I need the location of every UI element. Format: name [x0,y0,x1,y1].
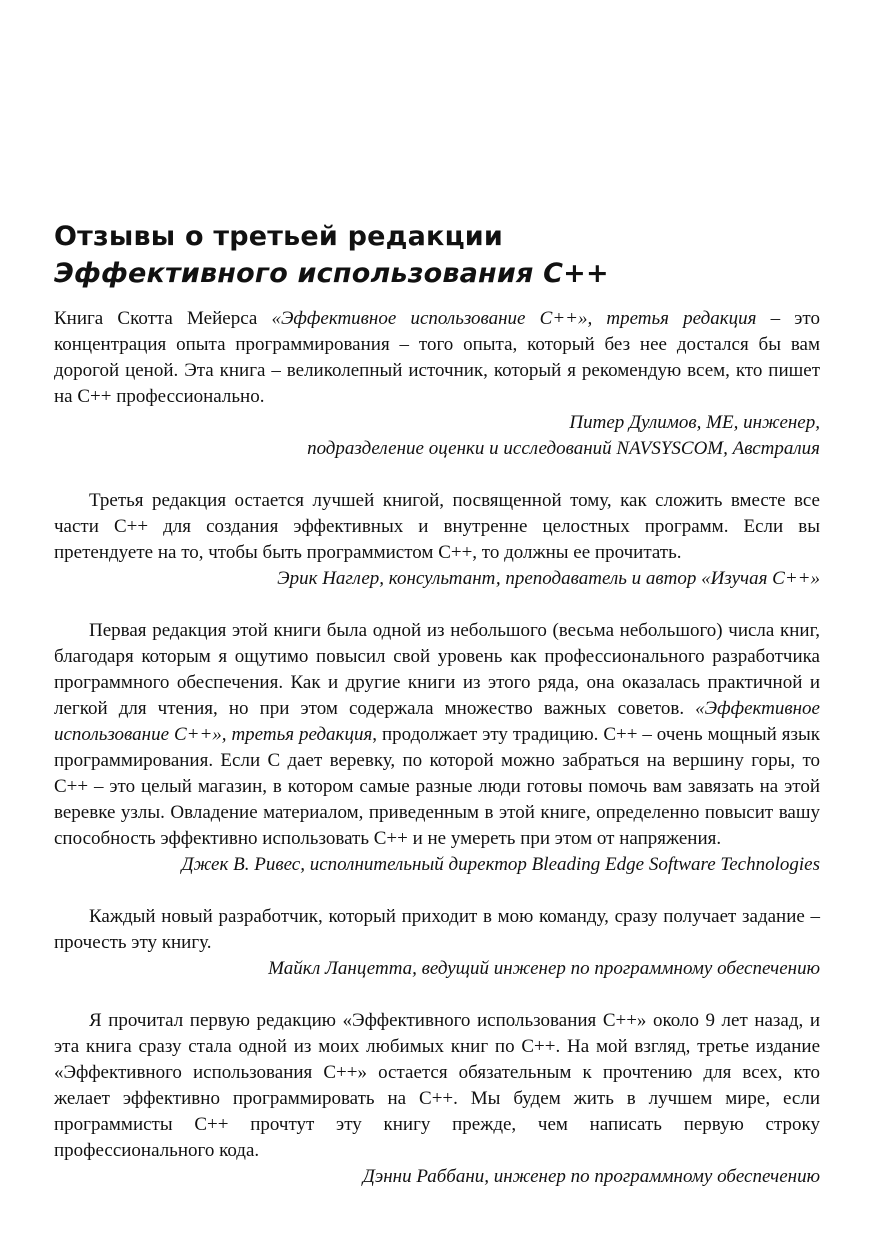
review-author: Питер Дулимов, ME, инженер, подразделение оценки и исследований NAVSYSCOM, Австралия [307,412,820,459]
title-line-2: Эффективного использования C++ [54,258,609,289]
review-text: Каждый новый разработчик, который приходит в мою команду, сразу получает задание – прочесть эту книгу. [54,906,820,953]
review-text: Книга Скотта Мейерса «Эффективное использование C++», третья редакция – это концентрация опыта программирования – того опыта, который без нее достался бы вам дорогой ценой. Эта книга – великолепный источник, который я рекомендую всем, кто пишет на C++ профессионально. [54,308,820,407]
review-3 [54,618,820,878]
review-1 [54,306,820,462]
review-author: Дэнни Раббани, инженер по программному обеспечению [362,1166,820,1187]
review-text: Я прочитал первую редакцию «Эффективного использования C++» около 9 лет назад, и эта книга сразу стала одной из моих любимых книг по C++. На мой взгляд, третье издание «Эффективного использования C++» остается обязательным к прочтению для всех, кто желает эффективно программировать на C++. Мы будем жить в лучшем мире, если программисты C++ прочтут эту книгу прежде, чем написать первую строку профессионального кода. [54,1010,820,1161]
review-author: Эрик Наглер, консультант, преподаватель и автор «Изучая C++» [277,568,820,589]
title-line-1: Отзывы о третьей редакции [54,221,504,252]
review-text: Первая редакция этой книги была одной из небольшого (весьма небольшого) числа книг, благодаря которым я ощутимо повысил свой уровень как профессионального разработчика программного обеспечения. Как и другие книги из этого ряда, она оказалась практичной и легкой для чтения, но при этом содержала множество важных советов. «Эффективное использование C++», третья редакция, продолжает эту традицию. C++ – очень мощный язык программирования. Если C дает веревку, по которой можно забраться на вершину горы, то C++ – это целый магазин, в котором самые разные люди готовы помочь вам завязать на этой веревке узлы. Овладение материалом, приведенным в этой книге, определенно повысит вашу способность эффективно использовать C++ и не умереть при этом от напряжения. [54,620,820,849]
review-text: Третья редакция остается лучшей книгой, посвященной тому, как сложить вместе все части C++ для создания эффективных и внутренне целостных программ. Если вы претендуете на то, чтобы быть программистом C++, то должны ее прочитать. [54,490,820,563]
page-title [54,218,820,292]
review-2 [54,488,820,592]
review-4 [54,904,820,982]
review-author: Джек В. Ривес, исполнительный директор Bleading Edge Software Technologies [181,854,820,875]
page-content [54,218,820,1216]
review-author: Майкл Ланцетта, ведущий инженер по программному обеспечению [268,958,820,979]
review-5 [54,1008,820,1190]
